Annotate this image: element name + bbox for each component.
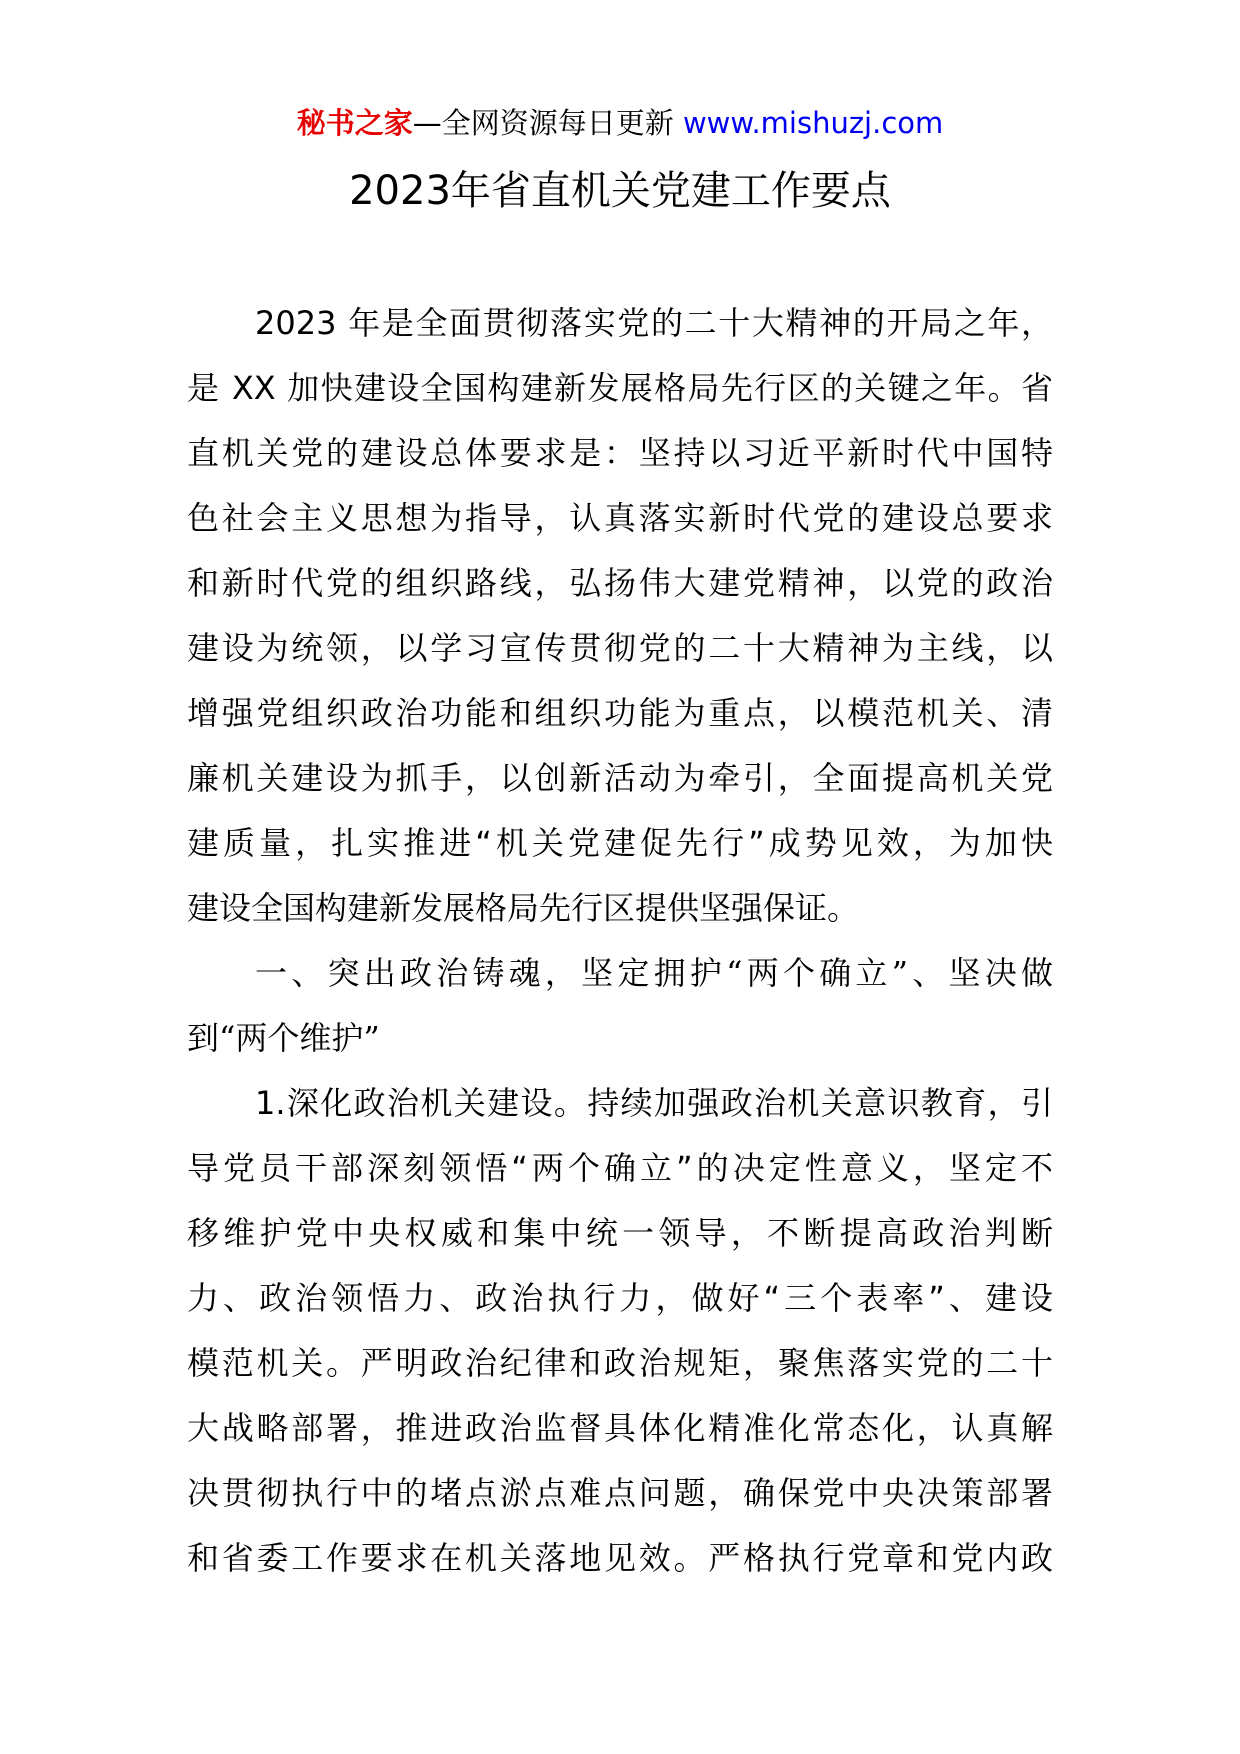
banner-separator: —	[412, 106, 442, 140]
site-banner	[0, 101, 1240, 145]
banner-tagline: 全网资源每日更新	[441, 106, 674, 140]
paragraph-line: 建设为统领，以学习宣传贯彻党的二十大精神为主线，以	[187, 629, 1053, 667]
section-heading-line: 一、突出政治铸魂，坚定拥护“两个确立”、坚决做	[255, 954, 1053, 992]
paragraph-line: 和新时代党的组织路线，弘扬伟大建党精神，以党的政治	[187, 564, 1053, 602]
paragraph-line: 是 XX 加快建设全国构建新发展格局先行区的关键之年。省	[187, 369, 1053, 407]
paragraph-line: 直机关党的建设总体要求是：坚持以习近平新时代中国特	[187, 434, 1053, 472]
document-body	[187, 291, 1053, 1591]
paragraph-line: 模范机关。严明政治纪律和政治规矩，聚焦落实党的二十	[187, 1344, 1053, 1382]
paragraph-line: 建质量，扎实推进“机关党建促先行”成势见效，为加快	[187, 824, 1053, 862]
paragraph-line: 2023 年是全面贯彻落实党的二十大精神的开局之年，	[255, 304, 1053, 342]
banner-brand: 秘书之家	[296, 106, 413, 140]
paragraph-line: 力、政治领悟力、政治执行力，做好“三个表率”、建设	[187, 1279, 1053, 1317]
document-title: 2023年省直机关党建工作要点	[349, 168, 891, 214]
paragraph-line: 和省委工作要求在机关落地见效。严格执行党章和党内政	[187, 1539, 1053, 1577]
paragraph-line: 增强党组织政治功能和组织功能为重点，以模范机关、清	[187, 694, 1053, 732]
paragraph-line: 色社会主义思想为指导，认真落实新时代党的建设总要求	[187, 499, 1053, 537]
section-heading-line: 到“两个维护”	[187, 1019, 380, 1057]
paragraph-line: 移维护党中央权威和集中统一领导，不断提高政治判断	[187, 1214, 1053, 1252]
paragraph-line: 廉机关建设为抓手，以创新活动为牵引，全面提高机关党	[187, 759, 1053, 797]
paragraph-line: 决贯彻执行中的堵点淤点难点问题，确保党中央决策部署	[187, 1474, 1053, 1512]
paragraph-line: 建设全国构建新发展格局先行区提供坚强保证。	[187, 889, 860, 927]
paragraph-line: 大战略部署，推进政治监督具体化精准化常态化，认真解	[187, 1409, 1053, 1447]
banner-url-link[interactable]: www.mishuzj.com	[682, 106, 944, 140]
paragraph-line: 导党员干部深刻领悟“两个确立”的决定性意义，坚定不	[187, 1149, 1053, 1187]
paragraph-line: 1.深化政治机关建设。持续加强政治机关意识教育，引	[255, 1084, 1053, 1122]
